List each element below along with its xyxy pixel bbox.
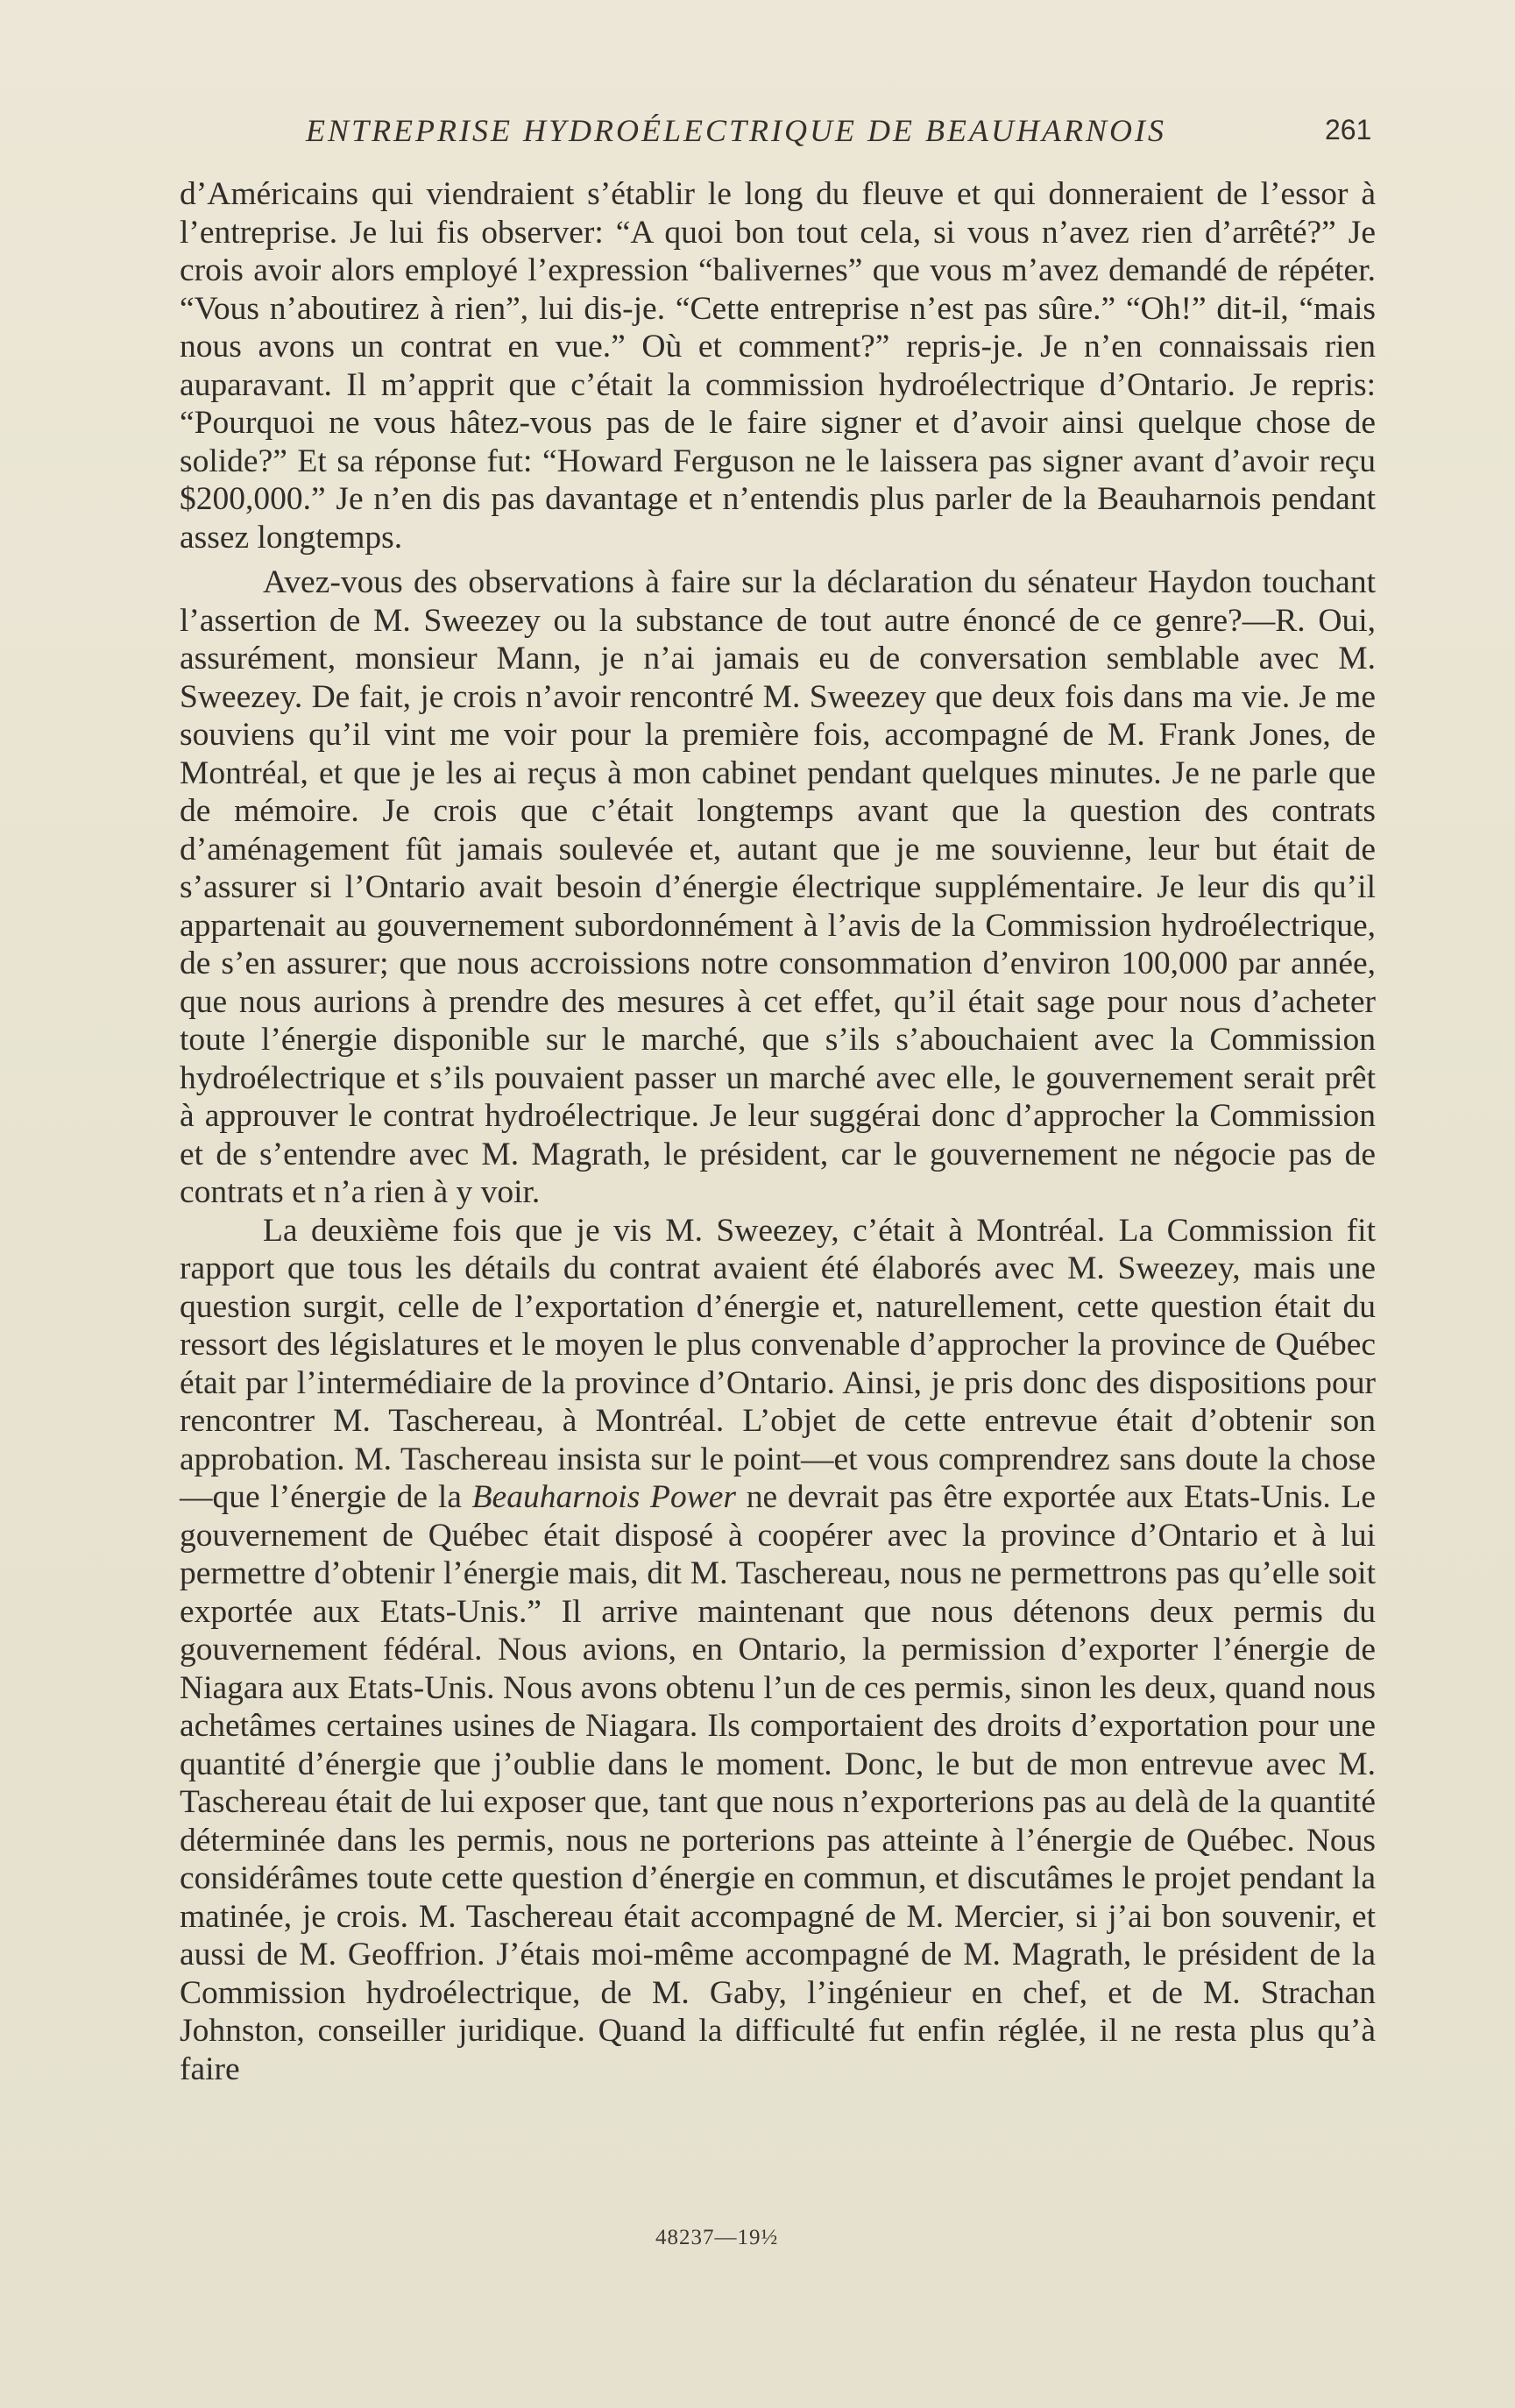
running-header: ENTREPRISE HYDROÉLECTRIQUE DE BEAUHARNOIS — [306, 113, 1166, 148]
paragraph-1: d’Américains qui viendraient s’établir le long du fleuve et qui donneraient de l’essor à l’entreprise. Je lui fis observer: “A quoi bon tout cela, si vous n’avez rien d’arrêté?” Je crois avoir alors employé l’expression “balivernes” que vous m’avez demandé de répéter. “Vous n’aboutirez à rien”, lui dis-je. “Cette entreprise n’est pas sûre.” “Oh!” dit-il, “mais nous avons un contrat en vue.” Où et comment?” repris-je. Je n’en connaissais rien auparavant. Il m’apprit que c’était la commission hydroélectrique d’Ontario. Je repris: “Pourquoi ne vous hâtez-vous pas de le faire signer et d’avoir ainsi quelque chose de solide?” Et sa réponse fut: “Howard Ferguson ne le laissera pas signer avant d’avoir reçu $200,000.” Je n’en dis pas davantage et n’entendis plus parler de la Beauharnois pendant assez longtemps. — [180, 176, 1376, 556]
printer-signature: 48237—19½ — [655, 2226, 779, 2249]
paragraph-2: Avez-vous des observations à faire sur la déclaration du sénateur Haydon touchant l’assertion de M. Sweezey ou la substance de tout autre énoncé de ce genre?—R. Oui, assurément, monsieur Mann, je n’ai jamais eu de conversation semblable avec M. Sweezey. De fait, je crois n’avoir rencontré M. Sweezey que deux fois dans ma vie. Je me souviens qu’il vint me voir pour la première fois, accompagné de M. Frank Jones, de Montréal, et que je les ai reçus à mon cabinet pendant quelques minutes. Je ne parle que de mémoire. Je crois que c’était longtemps avant que la question des contrats d’aménagement fût jamais soulevée et, autant que je me souvienne, leur but était de s’assurer si l’Ontario avait besoin d’énergie électrique supplémentaire. Je leur dis qu’il appartenait au gouvernement subordonnément à l’avis de la Commission hydroélectrique, de s’en assurer; que nous accroissions notre consommation d’environ 100,000 par année, que nous aurions à prendre des mesures à cet effet, qu’il était sage pour nous d’acheter toute l’énergie disponible sur le marché, que s’ils s’abouchaient avec la Commission hydroélectrique et s’ils pouvaient passer un marché avec elle, le gouvernement serait prêt à approuver le contrat hydroélectrique. Je leur suggérai donc d’approcher la Commission et de s’entendre avec M. Magrath, le président, car le gouvernement ne négocie pas de contrats et n’a rien à y voir. — [180, 564, 1376, 1210]
body-text — [180, 175, 1376, 2088]
italic-name: Beauharnois Power — [471, 1479, 736, 1515]
paragraph-3 — [180, 1212, 1376, 2089]
page-number: 261 — [1325, 114, 1372, 145]
paragraph-3-text-a: La deuxième fois que je vis M. Sweezey, c’était à Montréal. La Commission fit rapport que tous les détails du contrat avaient été élaborés avec M. Sweezey, mais une question surgit, celle de l’exportation d’énergie et, naturellement, cette question était du ressort des législatures et le moyen le plus convenable d’approcher la province de Québec était par l’intermédiaire de la province d’Ontario. Ainsi, je pris donc des dispositions pour rencontrer M. Taschereau, à Montréal. L’objet de cette entrevue était d’obtenir son approbation. M. Taschereau insista sur le point—et vous comprendrez sans doute la chose—que l’énergie de la — [180, 1212, 1376, 1515]
paragraph-3-text-b: ne devrait pas être exportée aux Etats-Unis. Le gouvernement de Québec était disposé à coopérer avec la province d’Ontario et à lui permettre d’obtenir l’énergie mais, dit M. Taschereau, nous ne permettrons pas qu’elle soit exportée aux Etats-Unis.” Il arrive maintenant que nous détenons deux permis du gouvernement fédéral. Nous avions, en Ontario, la permission d’exporter l’énergie de Niagara aux Etats-Unis. Nous avons obtenu l’un de ces permis, sinon les deux, quand nous achetâmes certaines usines de Niagara. Ils comportaient des droits d’exportation pour une quantité d’énergie que j’oublie dans le moment. Donc, le but de mon entrevue avec M. Taschereau était de lui exposer que, tant que nous n’exporterions pas au delà de la quantité déterminée dans les permis, nous ne porterions pas atteinte à l’énergie de Québec. Nous considérâmes toute cette question d’énergie en commun, et discutâmes le projet pendant la matinée, je crois. M. Taschereau était accompagné de M. Mercier, si j’ai bon souvenir, et aussi de M. Geoffrion. J’étais moi-même accompagné de M. Magrath, le président de la Commission hydroélectrique, de M. Gaby, l’ingénieur en chef, et de M. Strachan Johnston, conseiller juridique. Quand la difficulté fut enfin réglée, il ne resta plus qu’à faire — [180, 1479, 1377, 2087]
